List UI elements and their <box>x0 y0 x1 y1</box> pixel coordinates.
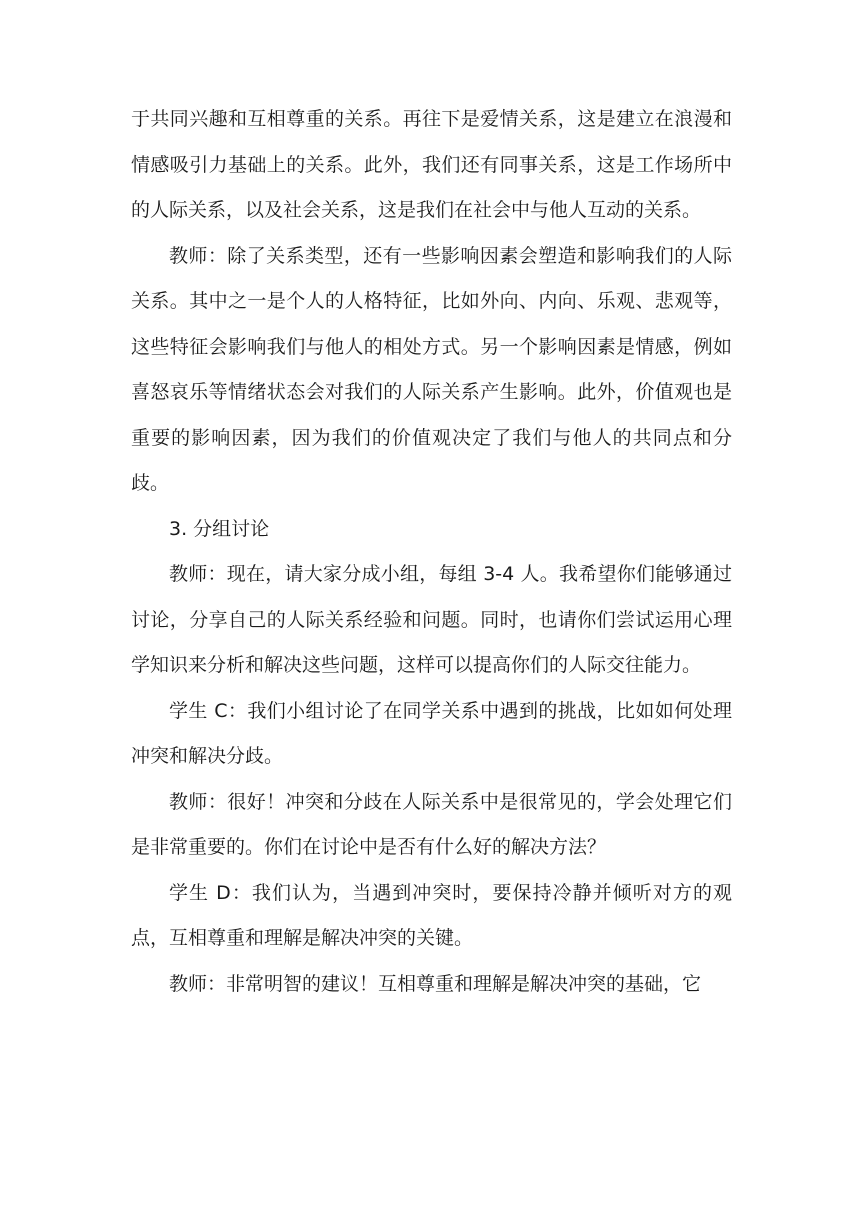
document-body <box>131 97 732 1007</box>
paragraph-continuation: 于共同兴趣和互相尊重的关系。再往下是爱情关系，这是建立在浪漫和情感吸引力基础上的关系。此外，我们还有同事关系，这是工作场所中的人际关系，以及社会关系，这是我们在社会中与他人互动的关系。 <box>131 108 732 221</box>
paragraph-teacher-conflict: 教师：很好！冲突和分歧在人际关系中是很常见的，学会处理它们是非常重要的。你们在讨论中是否有什么好的解决方法？ <box>131 790 732 858</box>
section-heading-group-discussion: 3. 分组讨论 <box>169 517 270 540</box>
paragraph-student-c: 学生 C：我们小组讨论了在同学关系中遇到的挑战，比如如何处理冲突和解决分歧。 <box>131 699 732 767</box>
paragraph-teacher-advice: 教师：非常明智的建议！互相尊重和理解是解决冲突的基础，它 <box>169 972 702 995</box>
paragraph-student-d: 学生 D：我们认为，当遇到冲突时，要保持冷静并倾听对方的观点，互相尊重和理解是解决冲突的关键。 <box>131 881 732 949</box>
paragraph-teacher-groups: 教师：现在，请大家分成小组，每组 3-4 人。我希望你们能够通过讨论，分享自己的人际关系经验和问题。同时，也请你们尝试运用心理学知识来分析和解决这些问题，这样可以提高你们的人际交往能力。 <box>131 563 732 676</box>
paragraph-teacher-influences: 教师：除了关系类型，还有一些影响因素会塑造和影响我们的人际关系。其中之一是个人的人格特征，比如外向、内向、乐观、悲观等，这些特征会影响我们与他人的相处方式。另一个影响因素是情感，例如喜怒哀乐等情绪状态会对我们的人际关系产生影响。此外，价值观也是重要的影响因素，因为我们的价值观决定了我们与他人的共同点和分歧。 <box>131 244 732 494</box>
